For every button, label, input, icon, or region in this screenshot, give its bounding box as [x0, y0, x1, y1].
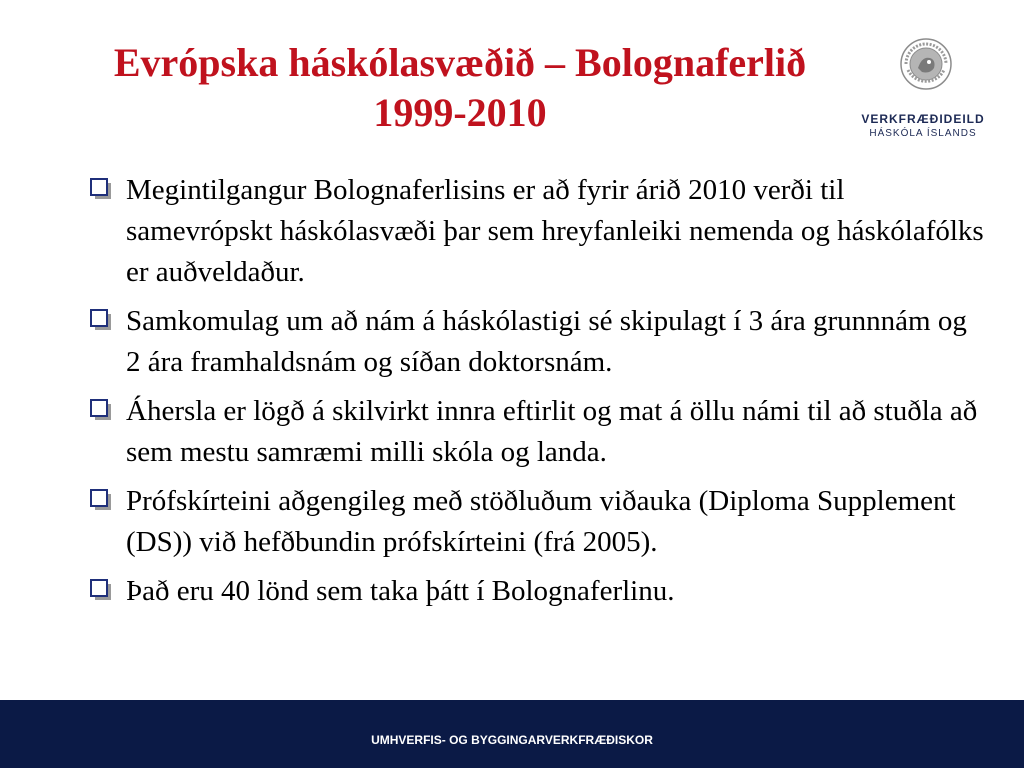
bullet-text: Samkomulag um að nám á háskólastigi sé skipulagt í 3 ára grunnnám og 2 ára framhaldsnám og síðan doktorsnám. — [126, 305, 967, 378]
title-line-1: Evrópska háskólasvæðið – Bolognaferlið — [113, 40, 807, 85]
bullet-item-1 — [88, 170, 988, 293]
footer-bar — [0, 700, 1024, 768]
checkbox-bullet-icon — [90, 178, 112, 200]
bullet-text: Áhersla er lögð á skilvirkt innra eftirlit og mat á öllu námi til að stuðla að sem mestu samræmi milli skóla og landa. — [126, 395, 978, 468]
bullet-item-5 — [88, 571, 988, 612]
footer-text: UMHVERFIS- OG BYGGINGARVERKFRÆÐISKOR — [371, 733, 653, 747]
bullet-text: Það eru 40 lönd sem taka þátt í Bolognaferlinu. — [126, 575, 675, 607]
checkbox-bullet-icon — [90, 579, 112, 601]
bullet-item-4 — [88, 481, 988, 563]
university-seal-icon — [900, 38, 952, 90]
checkbox-bullet-icon — [90, 489, 112, 511]
logo-department-name: VERKFRÆÐIDEILD — [861, 112, 985, 126]
bullet-item-2 — [88, 301, 988, 383]
bullet-text: Prófskírteini aðgengileg með stöðluðum viðauka (Diploma Supplement (DS)) við hefðbundin prófskírteini (frá 2005). — [126, 485, 956, 558]
bullet-item-3 — [88, 391, 988, 473]
bullet-list — [88, 170, 988, 620]
title-line-2: 1999-2010 — [373, 90, 547, 135]
logo-university-name: HÁSKÓLA ÍSLANDS — [869, 128, 977, 139]
slide-title — [40, 38, 880, 138]
bullet-text: Megintilgangur Bolognaferlisins er að fyrir árið 2010 verði til samevrópskt háskólasvæði þar sem hreyfanleiki nemenda og háskólafólks er auðveldaður. — [126, 174, 984, 288]
university-logo — [858, 38, 988, 138]
checkbox-bullet-icon — [90, 399, 112, 421]
checkbox-bullet-icon — [90, 309, 112, 331]
